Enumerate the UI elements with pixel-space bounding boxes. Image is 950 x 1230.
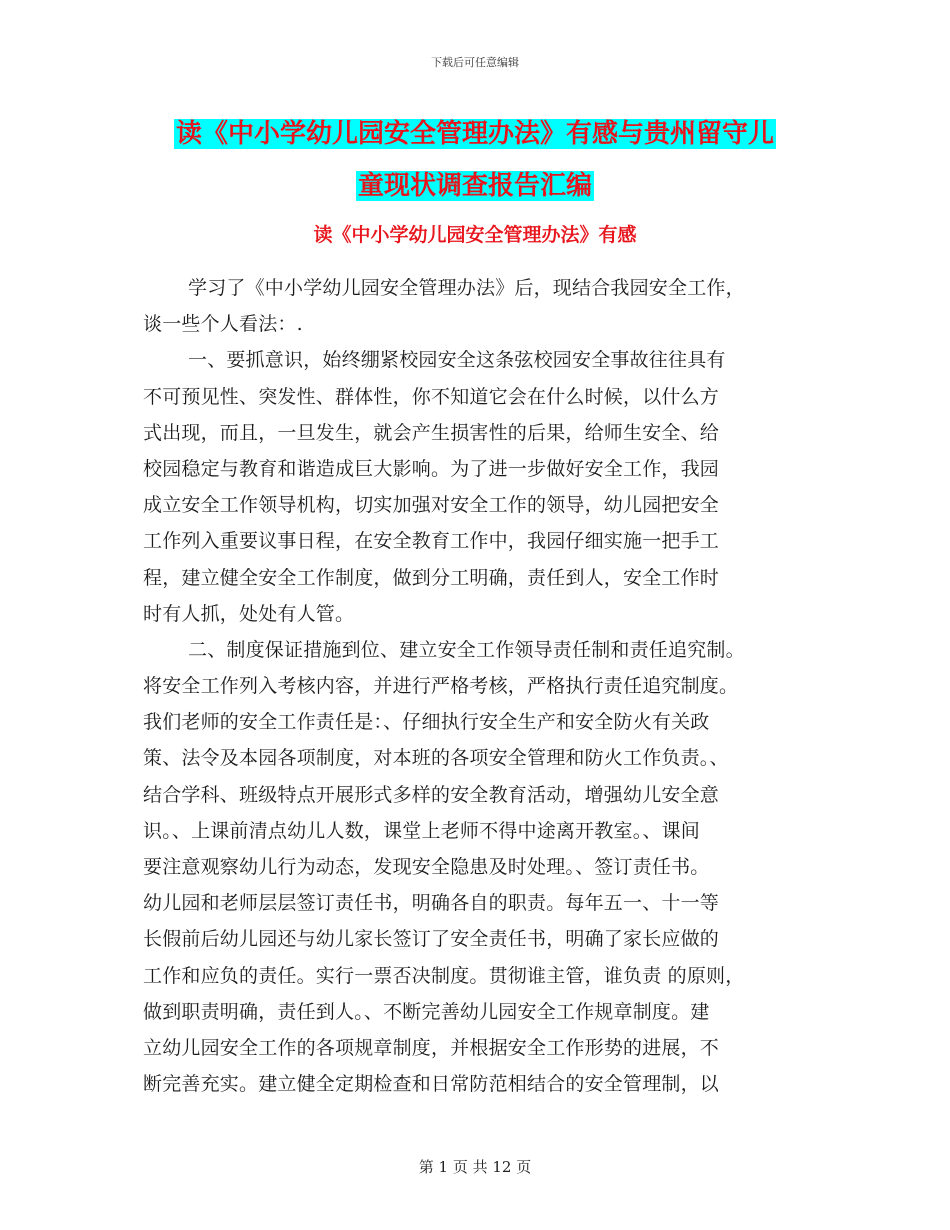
body-line: 不可预见性、突发性、群体性，你不知道它会在什么时候，以什么方 (143, 385, 720, 408)
body-line: 程，建立健全安全工作制度，做到分工明确，责任到人，安全工作时 (143, 566, 720, 589)
body-line: 工作和应负的责任。实行一票否决制度。贯彻谁主管，谁负责 的原则， (143, 964, 745, 987)
body-line: 工作列入重要议事日程，在安全教育工作中，我园仔细实施一把手工 (143, 530, 720, 553)
document-title (0, 108, 950, 212)
body-line: 时有人抓，处处有人管。 (143, 602, 355, 625)
body-line: 一、要抓意识，始终绷紧校园安全这条弦校园安全事故往往具有 (188, 349, 726, 372)
body-text (143, 270, 823, 1102)
body-line: 幼儿园和老师层层签订责任书，明确各自的职责。每年五一、十一等 (143, 892, 720, 915)
body-line: 策、法令及本园各项制度，对本班的各项安全管理和防火工作负责。、 (143, 747, 729, 770)
body-line: 断完善充实。建立健全定期检查和日常防范相结合的安全管理制，以 (143, 1073, 720, 1096)
body-line: 将安全工作列入考核内容，并进行严格考核，严格执行责任追究制度。 (143, 675, 739, 698)
body-line: 二、制度保证措施到位、建立安全工作领导责任制和责任追究制。 (188, 638, 745, 661)
body-line: 学习了《中小学幼儿园安全管理办法》后，现结合我园安全工作， (188, 277, 745, 299)
page-footer: 第 1 页 共 12 页 (418, 1158, 532, 1176)
body-line: 要注意观察幼儿行为动态，发现安全隐患及时处理。、签订责任书。 (143, 856, 710, 878)
document-title-line-1: 读《中小学幼儿园安全管理办法》有感与贵州留守儿 (175, 119, 774, 149)
header-note: 下载后可任意编辑 (431, 56, 519, 69)
body-line: 谈一些个人看法：. (143, 313, 303, 336)
body-line: 我们老师的安全工作责任是：、仔细执行安全生产和安全防火有关政 (143, 711, 710, 734)
body-line: 长假前后幼儿园还与幼儿家长签订了安全责任书，明确了家长应做的 (143, 928, 720, 951)
body-line: 识。、上课前清点幼儿人数，课堂上老师不得中途离开教室。、课间 (143, 819, 701, 842)
body-line: 做到职责明确，责任到人。、不断完善幼儿园安全工作规章制度。建 (143, 1000, 710, 1023)
section-title: 读《中小学幼儿园安全管理办法》有感 (313, 224, 637, 246)
body-line: 立幼儿园安全工作的各项规章制度，并根据安全工作形势的进展，不 (143, 1036, 720, 1059)
body-line: 校园稳定与教育和谐造成巨大影响。为了进一步做好安全工作，我园 (143, 457, 720, 480)
body-line: 结合学科、班级特点开展形式多样的安全教育活动，增强幼儿安全意 (143, 783, 720, 806)
body-line: 式出现，而且，一旦发生，就会产生损害性的后果，给师生安全、给 (143, 421, 720, 444)
body-line: 成立安全工作领导机构，切实加强对安全工作的领导，幼儿园把安全 (143, 494, 720, 517)
document-title-line-2: 童现状调查报告汇编 (357, 171, 592, 201)
